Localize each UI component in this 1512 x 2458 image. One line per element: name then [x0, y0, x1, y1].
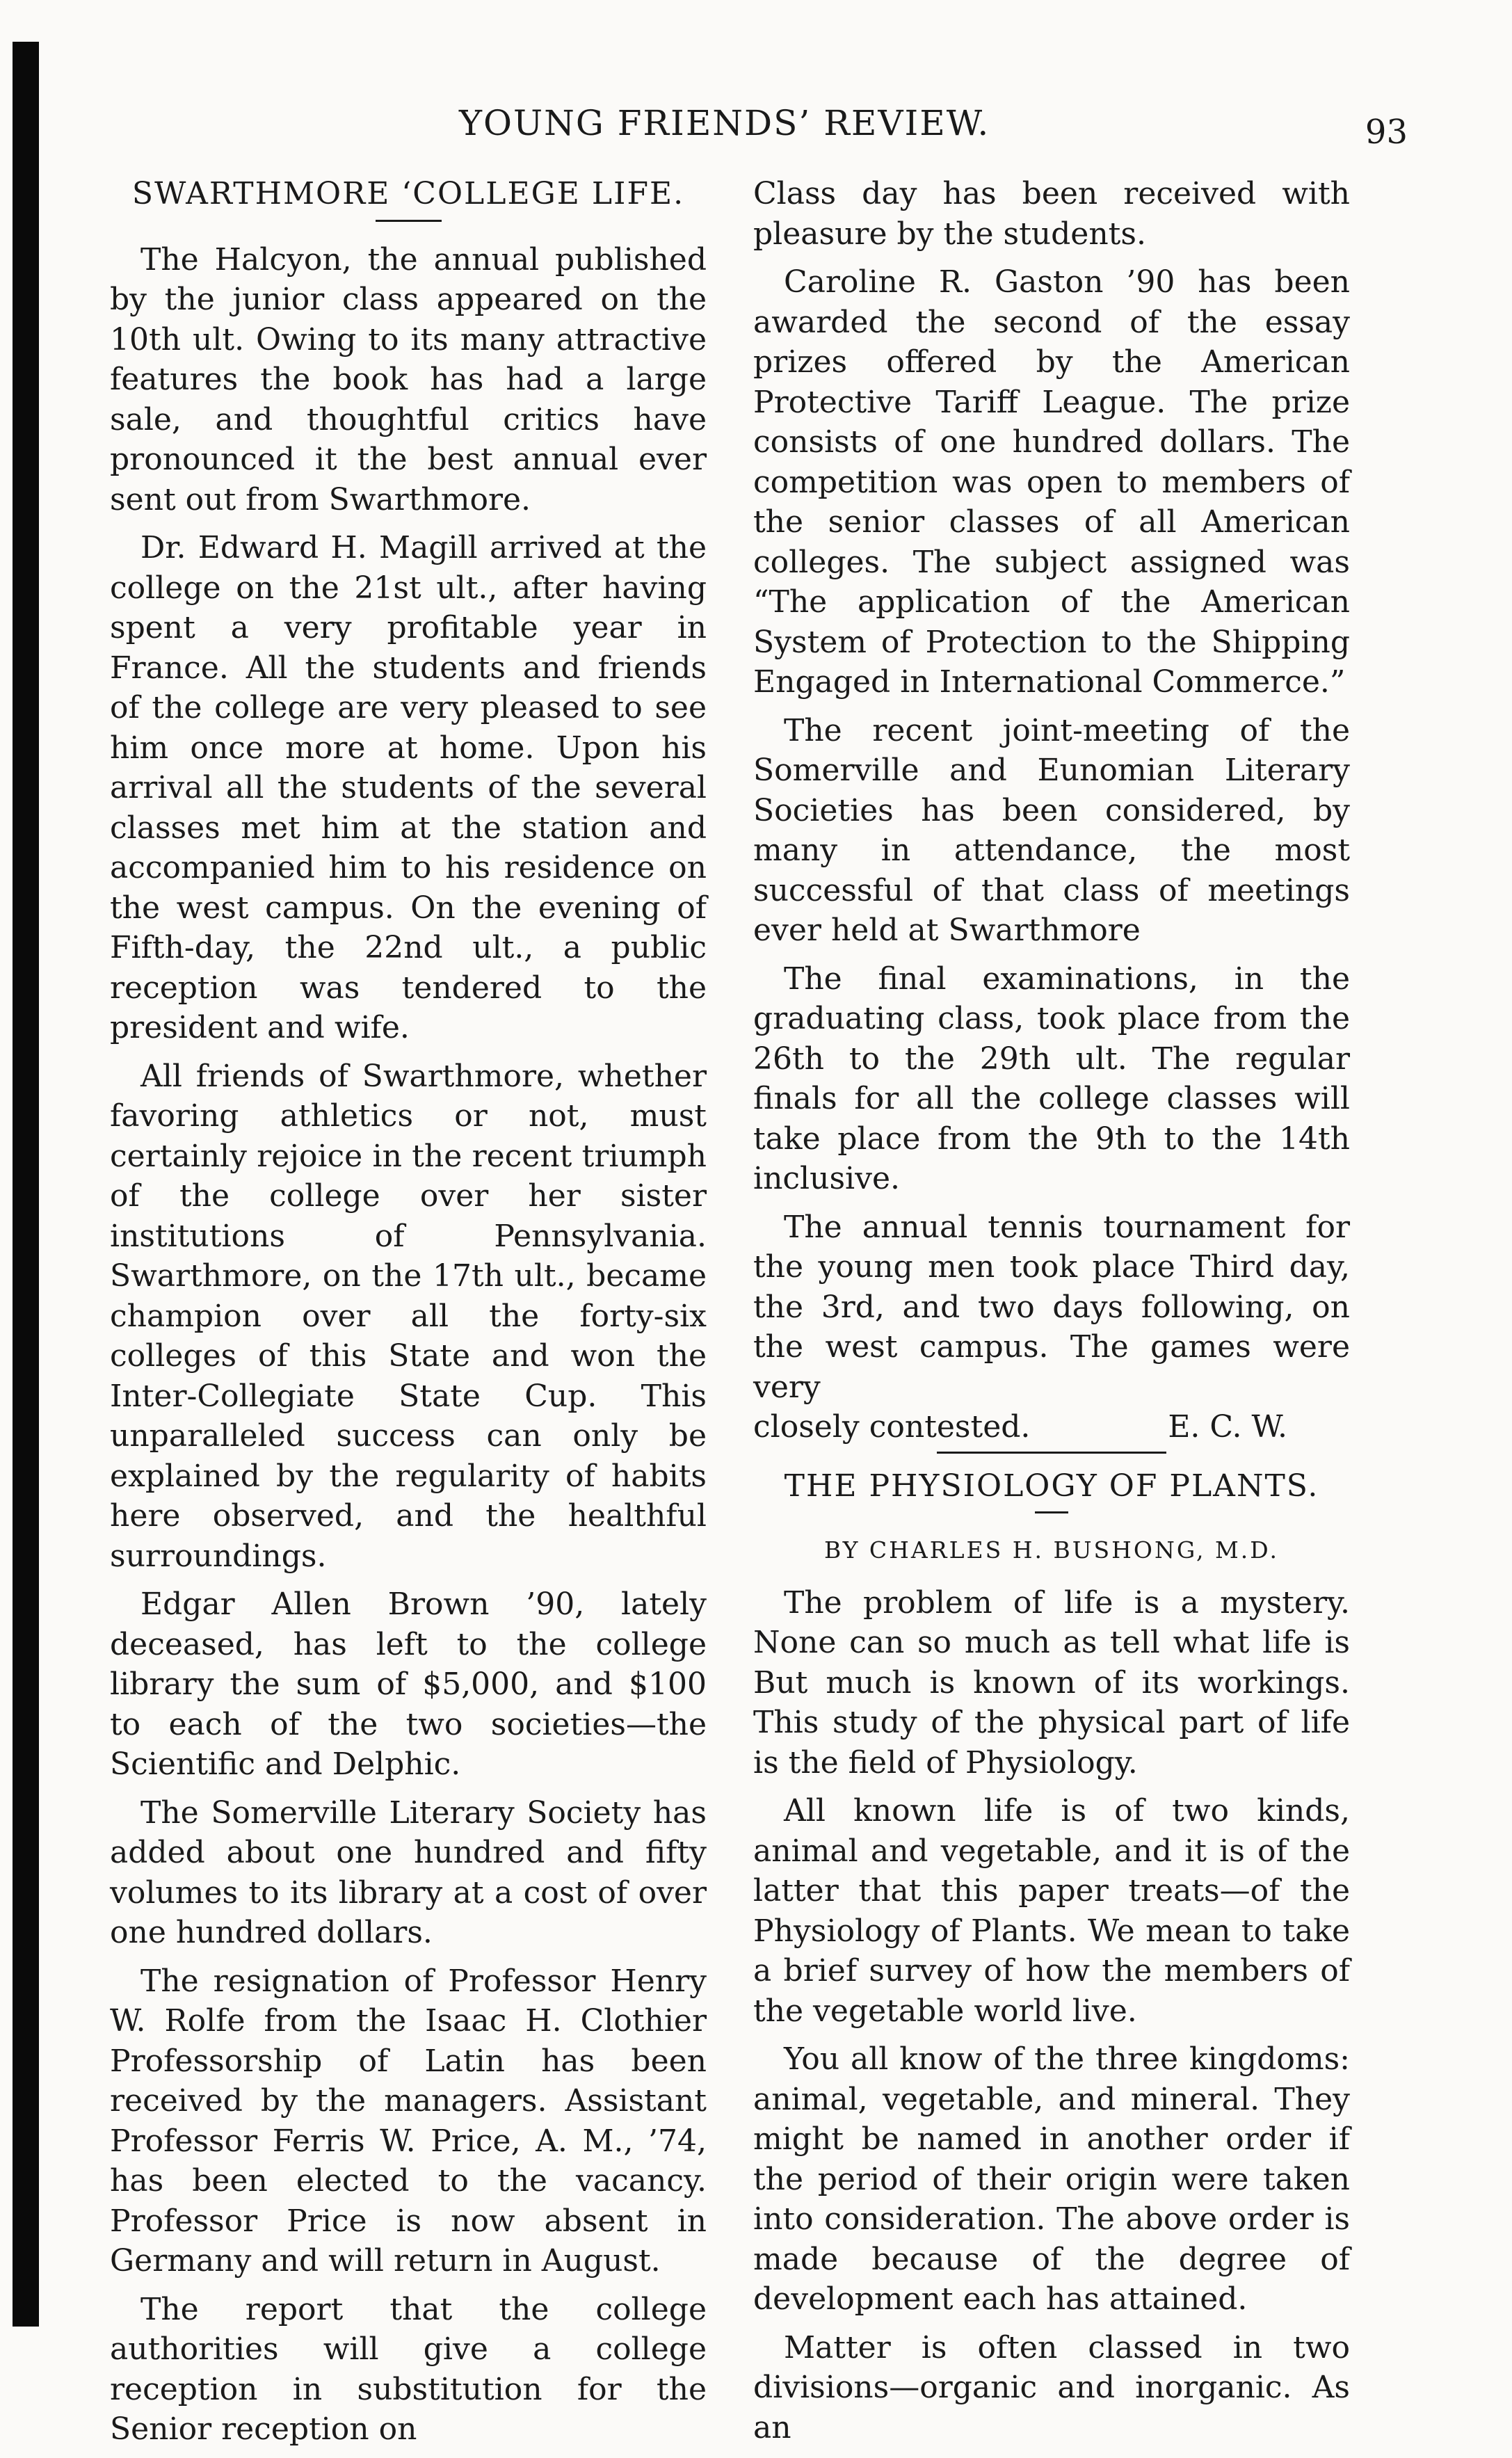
- paragraph: You all know of the three kingdoms: animal, vegetable, and mineral. They might be named in another order if the period of their origin were taken into consideration. The above order is made because of the degree of development each has attained.: [753, 2041, 1350, 2317]
- author-signature: E. C. W.: [1168, 1409, 1287, 1445]
- physiology-heading: THE PHYSIOLOGY OF PLANTS.: [784, 1468, 1319, 1504]
- paragraph: The final examinations, in the graduating class, took place from the 26th to the 29th ult. The regular finals for all the college classes will take place from the 9th to the 14th inclusive.: [753, 961, 1350, 1196]
- paragraph: The problem of life is a mystery. None can so much as tell what life is But much is known of its workings. This study of the physical part of life is the field of Physiology.: [753, 1584, 1350, 1781]
- journal-title: YOUNG FRIENDS’ REVIEW.: [459, 103, 990, 143]
- paragraph: The resignation of Professor Henry W. Rolfe from the Isaac H. Clothier Professorship of Latin has been received by the managers. Assistant Professor Ferris W. Price, A. M., ’74, has been elected to the vacancy. Professor Price is now absent in Germany and will return in August.: [110, 1963, 707, 2279]
- signed-line: [753, 1407, 1350, 1447]
- paragraph: The annual tennis tournament for the young men took place Third day, the 3rd, and two days following, on the west campus. The games were very: [753, 1209, 1350, 1405]
- paragraph: The Somerville Literary Society has added about one hundred and fifty volumes to its library at a cost of over one hundred dollars.: [110, 1794, 707, 1950]
- heading-rule: [376, 220, 442, 222]
- article-end-rule: [937, 1452, 1166, 1454]
- author-byline: BY CHARLES H. BUSHONG, M.D.: [823, 1536, 1280, 1564]
- continued-paragraph: Class day has been received with pleasure by the students.: [753, 176, 1350, 252]
- paragraph: The Halcyon, the annual published by the junior class appeared on the 10th ult. Owing to its many attractive features the book has had a large sale, and thoughtful critics have pronounced it the best annual ever sent out from Swarthmore.: [110, 241, 707, 517]
- right-column: [753, 174, 1350, 2456]
- paragraph: Matter is often classed in two divisions—organic and inorganic. As an: [753, 2329, 1350, 2445]
- left-column: [110, 174, 707, 2458]
- paragraph: Dr. Edward H. Magill arrived at the college on the 21st ult., after having spent a very profitable year in France. All the students and friends of the college are very pleased to see him once more at home. Upon his arrival all the students of the several classes met him at the station and accompanied him to his residence on the west campus. On the evening of Fifth-day, the 22nd ult., a public reception was tendered to the president and wife.: [110, 530, 707, 1045]
- paragraph: Edgar Allen Brown ’90, lately deceased, has left to the college library the sum of $5,000, and $100 to each of the two societies—the Scientific and Delphic.: [110, 1587, 707, 1782]
- paragraph: Caroline R. Gaston ’90 has been awarded the second of the essay prizes offered by the American Protective Tariff League. The prize consists of one hundred dollars. The competition was open to members of the senior classes of all American colleges. The subject assigned was “The application of the American System of Protection to the Shipping Engaged in International Commerce.”: [753, 264, 1350, 700]
- binding-edge: [13, 42, 39, 2327]
- college-life-heading: SWARTHMORE ‘COLLEGE LIFE.: [131, 176, 685, 211]
- closing-text: closely contested.: [753, 1409, 1031, 1445]
- heading-rule: [1035, 1511, 1068, 1513]
- paragraph: All friends of Swarthmore, whether favoring athletics or not, must certainly rejoice in the recent triumph of the college over her sister institutions of Pennsylvania. Swarthmore, on the 17th ult., became champion over all the forty-six colleges of this State and won the Inter-Collegiate State Cup. This unparalleled success can only be explained by the regularity of habits here observed, and the healthful surroundings.: [110, 1058, 707, 1574]
- running-header: [0, 103, 1512, 159]
- paragraph: The report that the college authorities will give a college reception in substitution for the Senior reception on: [110, 2291, 707, 2447]
- paragraph: The recent joint-meeting of the Somerville and Eunomian Literary Societies has been considered, by many in attendance, the most successful of that class of meetings ever held at Swarthmore: [753, 712, 1350, 948]
- page-number: 93: [1365, 113, 1408, 152]
- paragraph: All known life is of two kinds, animal and vegetable, and it is of the latter that this paper treats—of the Physiology of Plants. We mean to take a brief survey of how the members of the vegetable world live.: [753, 1793, 1350, 2029]
